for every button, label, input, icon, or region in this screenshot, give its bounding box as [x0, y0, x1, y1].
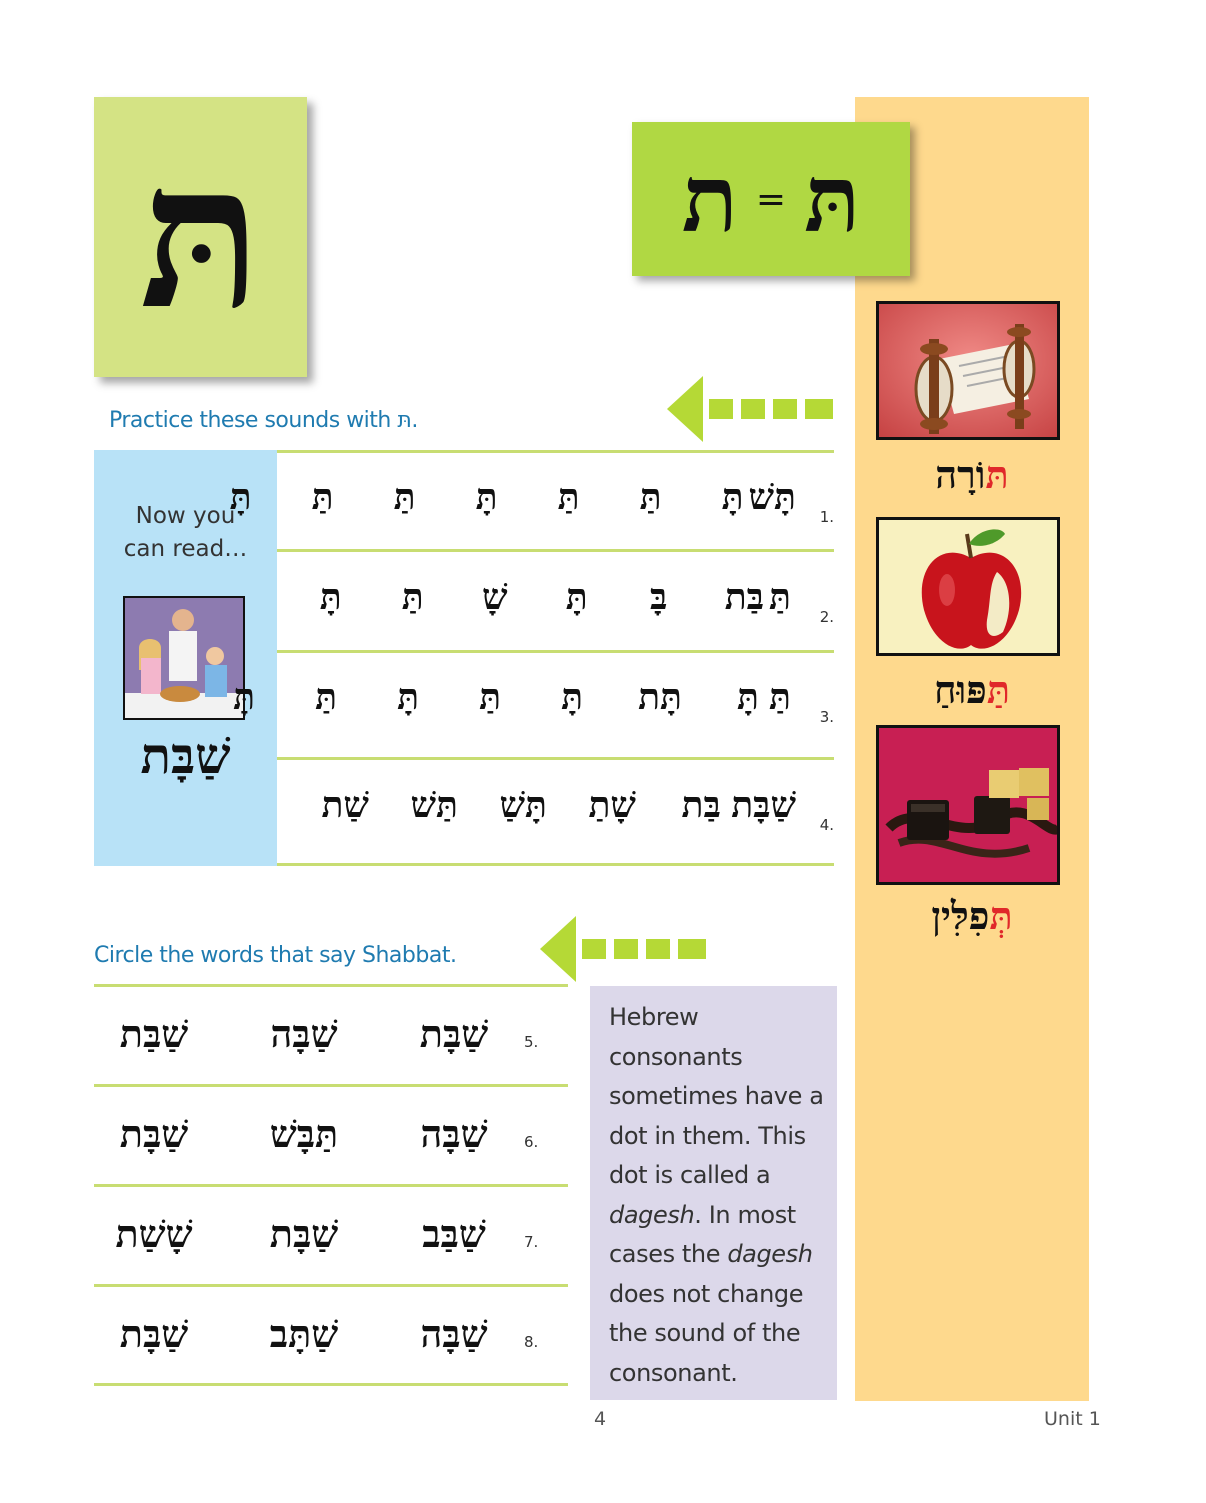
- apple-icon: [879, 520, 1060, 656]
- syllable: שָׁתַ: [588, 784, 636, 826]
- dagesh-note-text: Hebrew consonants sometimes have a dot in them. This dot is called a dagesh. In most cases the dagesh does not change the sound of the consonant.: [609, 1003, 824, 1387]
- dagesh-note: [590, 986, 837, 1400]
- row-number: 2.: [819, 608, 834, 626]
- row-number: 5.: [524, 1033, 539, 1051]
- circle-word-option[interactable]: שַׁתָּב: [269, 1311, 339, 1356]
- circle-word-option[interactable]: שַׁבַּת: [119, 1011, 189, 1056]
- syllable: שַׁת: [321, 784, 369, 826]
- apple-photo: [876, 517, 1060, 656]
- syllable: תָּ: [561, 676, 584, 718]
- syllable: בַּת: [681, 784, 721, 826]
- now-you-can-read-line2: can read…: [123, 536, 248, 562]
- page-number: 4: [594, 1408, 607, 1430]
- vocab-word-tefillin: תְּפִלִּין: [931, 893, 1013, 938]
- syllable: תָּת: [638, 676, 682, 718]
- unit-label: Unit 1: [1044, 1408, 1101, 1430]
- syllable: שַׁבָּת: [731, 784, 796, 826]
- tefillin-icon: [879, 728, 1060, 885]
- circle-word-row: [94, 1287, 568, 1385]
- syllable: תַּ: [315, 676, 338, 718]
- syllable: תָּ: [319, 576, 342, 618]
- syllable: תָּ: [397, 676, 420, 718]
- syllable: תַּ: [769, 576, 791, 618]
- equation-box: [632, 122, 910, 276]
- row-divider: [277, 863, 834, 866]
- now-you-can-read-line1: Now you: [135, 503, 236, 529]
- practice-heading: Practice these sounds with תּ.: [109, 408, 418, 433]
- row-number: 7.: [524, 1233, 539, 1251]
- syllable: תַּ: [769, 676, 791, 718]
- syllable: תָּ: [229, 476, 252, 518]
- vocab-column: [855, 97, 1089, 1401]
- syllable: תָּ: [721, 476, 744, 518]
- syllable-list: [265, 576, 796, 618]
- big-letter: תּ: [139, 119, 262, 354]
- row-number: 4.: [819, 816, 834, 834]
- equation-plain-letter: ת: [681, 145, 738, 253]
- arrow-left-icon: [540, 916, 708, 982]
- syllable-list: [178, 676, 796, 718]
- arrow-left-icon: [667, 376, 835, 442]
- big-letter-tile: [94, 97, 307, 377]
- syllable-list: [175, 476, 796, 518]
- row-number: 6.: [524, 1133, 539, 1151]
- practice-row: [233, 652, 834, 752]
- syllable: תַּשׁ: [410, 784, 458, 826]
- torah-scroll-icon: [879, 304, 1060, 440]
- circle-heading: Circle the words that say Shabbat.: [94, 943, 457, 968]
- syllable: שָׁ: [481, 576, 508, 618]
- circle-word-row: [94, 1187, 568, 1285]
- syllable: בַּת: [724, 576, 764, 618]
- row-number: 1.: [819, 508, 834, 526]
- vocab-word-torah: תּוֹרָה: [935, 452, 1009, 497]
- syllable: תַּ: [557, 476, 580, 518]
- equation-dagesh-letter: תּ: [804, 145, 861, 253]
- circle-word-option[interactable]: שַׁבָּת: [119, 1311, 189, 1356]
- shabbat-word: שַׁבָּת: [140, 726, 231, 785]
- circle-word-option[interactable]: שַׁבָּה: [420, 1111, 488, 1156]
- syllable: תַּ: [401, 576, 424, 618]
- syllable: תָּ: [565, 576, 588, 618]
- circle-word-option[interactable]: תַּבָּשׁ: [269, 1111, 339, 1156]
- syllable-list: [286, 784, 796, 826]
- circle-word-option[interactable]: שַׁבָּה: [270, 1011, 338, 1056]
- circle-word-row: [94, 987, 568, 1085]
- equals-sign: =: [755, 178, 787, 220]
- circle-word-option[interactable]: שַׁבַּב: [422, 1211, 486, 1256]
- syllable: תַּ: [393, 476, 416, 518]
- practice-row: [277, 760, 834, 860]
- syllable: תָּשַׁ: [499, 784, 547, 826]
- circle-word-option[interactable]: שַׁבָּה: [420, 1311, 488, 1356]
- torah-scroll-photo: [876, 301, 1060, 440]
- practice-row: [229, 452, 834, 552]
- row-number: 8.: [524, 1333, 539, 1351]
- circle-word-row: [94, 1087, 568, 1185]
- circle-word-option[interactable]: שַׁבָּת: [119, 1111, 189, 1156]
- syllable: תַּ: [311, 476, 334, 518]
- row-number: 3.: [819, 708, 834, 726]
- syllable: בָּ: [650, 576, 668, 618]
- circle-word-option[interactable]: שָׁשַׁת: [115, 1211, 193, 1256]
- syllable: תַּ: [479, 676, 502, 718]
- circle-word-option[interactable]: שַׁבָּת: [269, 1211, 339, 1256]
- syllable: תָּ: [233, 676, 256, 718]
- vocab-word-tapuach: תַּפּוּחַ: [933, 667, 1011, 712]
- syllable: תָּ: [475, 476, 498, 518]
- syllable: תַּ: [639, 476, 662, 518]
- practice-row: [277, 552, 834, 652]
- syllable: תָּ: [737, 676, 759, 718]
- syllable: תָּשׁ: [748, 476, 796, 518]
- tefillin-photo: [876, 725, 1060, 885]
- circle-word-option[interactable]: שַׁבָּת: [419, 1011, 489, 1056]
